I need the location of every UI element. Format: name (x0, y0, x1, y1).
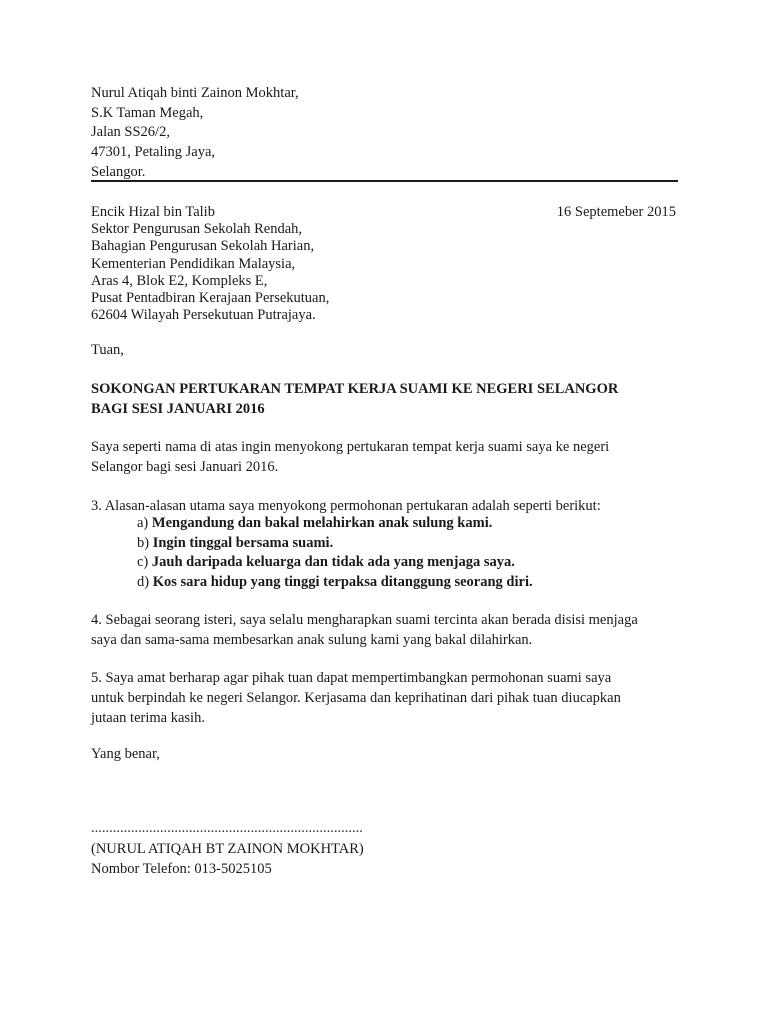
recipient-line: Aras 4, Blok E2, Kompleks E, (91, 272, 268, 289)
reason-text: Mengandung dan bakal melahirkan anak sulung kami. (151, 515, 493, 531)
paragraph-wife (91, 610, 691, 650)
reason-text: Kos sara hidup yang tinggi terpaksa ditanggung seorang diri. (152, 573, 533, 590)
recipient-address (91, 204, 329, 324)
sender-line: Jalan SS26/2, (91, 124, 170, 141)
list-item (137, 514, 533, 534)
recipient-line: Pusat Pentadbiran Kerajaan Persekutuan, (91, 290, 330, 307)
paragraph-intro (91, 437, 691, 477)
paragraph-line: untuk berpindah ke negeri Selangor. Kerjasama dan keprihatinan dari pihak tuan diucapkan (91, 690, 621, 706)
subject-line: BAGI SESI JANUARI 2016 (91, 401, 265, 417)
paragraph-request (91, 668, 691, 728)
subject-heading (91, 379, 618, 419)
recipient-line: Sektor Pengurusan Sekolah Rendah, (91, 221, 303, 238)
paragraph-line: saya dan sama-sama membesarkan anak sulung kami yang bakal dilahirkan. (91, 632, 533, 648)
signature-line: ........................................................................... (91, 820, 363, 836)
recipient-line: Kementerian Pendidikan Malaysia, (91, 255, 296, 272)
signatory-name: (NURUL ATIQAH BT ZAINON MOKHTAR) (91, 841, 364, 857)
letter-date: 16 Septemeber 2015 (556, 204, 676, 220)
paragraph-line: 4. Sebagai seorang isteri, saya selalu mengharapkan suami tercinta akan berada disisi menjaga (91, 612, 638, 628)
salutation: Tuan, (91, 342, 124, 358)
list-item (137, 534, 533, 554)
recipient-line: 62604 Wilayah Persekutuan Putrajaya. (91, 307, 316, 324)
phone-number: Nombor Telefon: 013-5025105 (91, 861, 272, 877)
paragraph-line: 5. Saya amat berharap agar pihak tuan dapat mempertimbangkan permohonan suami saya (91, 670, 612, 686)
reasons-list (137, 514, 533, 592)
recipient-line: Bahagian Pengurusan Sekolah Harian, (91, 238, 315, 255)
list-item (137, 553, 533, 573)
list-item (137, 573, 533, 593)
sender-line: 47301, Petaling Jaya, (91, 144, 216, 161)
list-marker: c) (137, 554, 149, 570)
sender-line: Selangor. (91, 163, 146, 180)
sender-address (91, 84, 299, 183)
list-marker: d) (137, 573, 150, 590)
list-marker: b) (137, 534, 150, 551)
paragraph-line: jutaan terima kasih. (91, 710, 205, 726)
paragraph-line: Selangor bagi sesi Januari 2016. (91, 459, 279, 475)
subject-line: SOKONGAN PERTUKARAN TEMPAT KERJA SUAMI KE NEGERI SELANGOR (91, 381, 619, 397)
list-marker: a) (137, 515, 149, 531)
sender-line: S.K Taman Megah, (91, 104, 204, 121)
sender-line: Nurul Atiqah binti Zainon Mokhtar, (91, 85, 299, 101)
reason-text: Jauh daripada keluarga dan tidak ada yang menjaga saya. (151, 554, 515, 570)
closing: Yang benar, (91, 746, 160, 762)
reason-text: Ingin tinggal bersama suami. (152, 534, 334, 551)
paragraph-line: Saya seperti nama di atas ingin menyokong pertukaran tempat kerja suami saya ke negeri (91, 439, 610, 455)
recipient-line: Encik Hizal bin Talib (91, 204, 215, 220)
header-divider (91, 180, 678, 182)
paragraph-reasons-intro: 3. Alasan-alasan utama saya menyokong permohonan pertukaran adalah seperti berikut: (91, 498, 601, 514)
